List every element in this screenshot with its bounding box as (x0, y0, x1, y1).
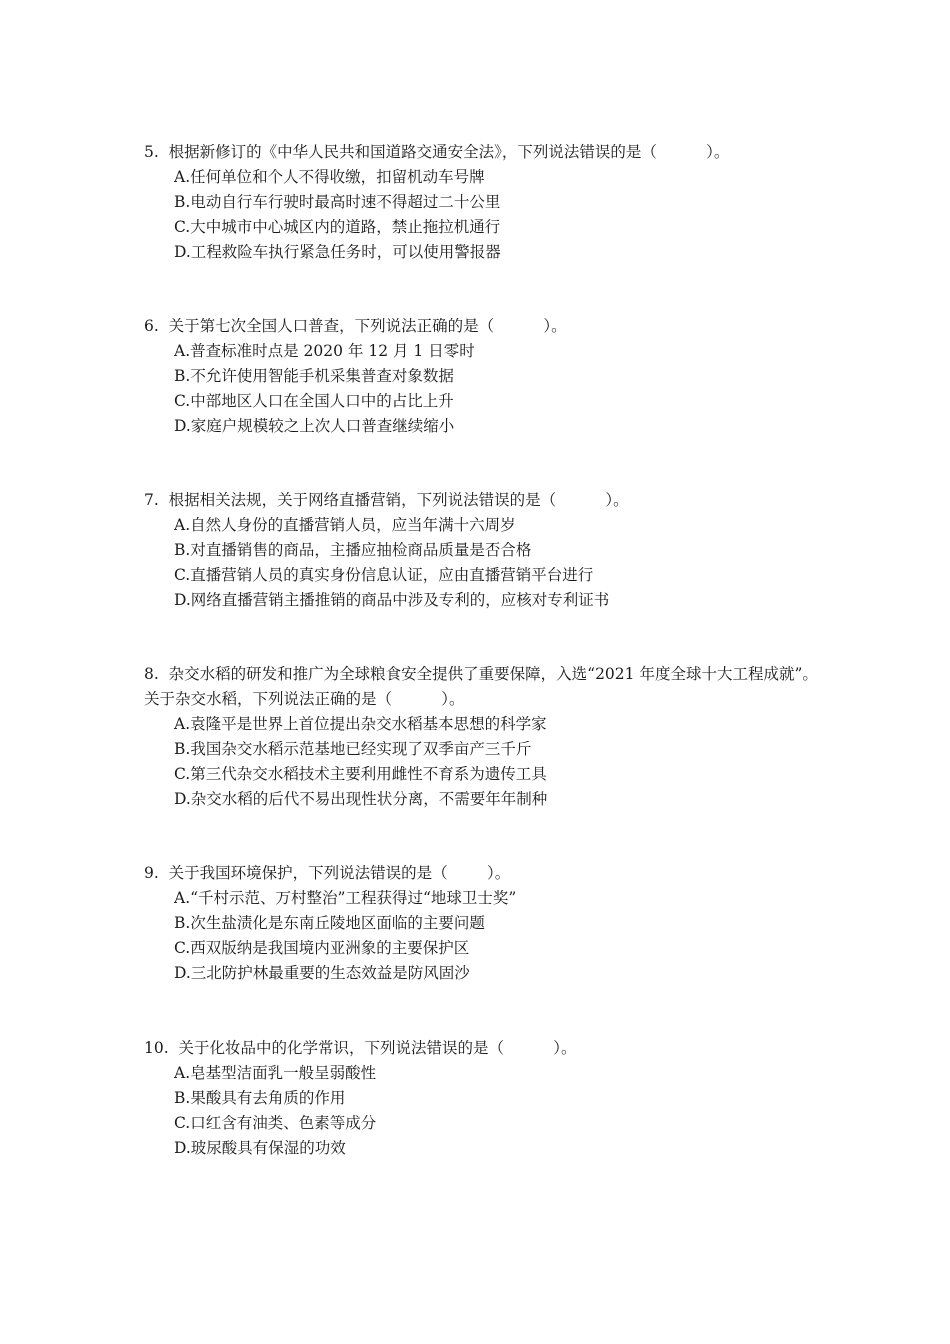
option-c: C.直播营销人员的真实身份信息认证，应由直播营销平台进行 (174, 566, 594, 584)
option-c: C.第三代杂交水稻技术主要利用雌性不育系为遗传工具 (174, 765, 547, 783)
option-c: C.口红含有油类、色素等成分 (174, 1114, 377, 1132)
option-a: A.普查标准时点是 2020 年 12 月 1 日零时 (174, 342, 475, 360)
option-b: B.对直播销售的商品，主播应抽检商品质量是否合格 (174, 541, 532, 559)
option-b: B.我国杂交水稻示范基地已经实现了双季亩产三千斤 (174, 740, 532, 758)
option-a: A.任何单位和个人不得收缴，扣留机动车号牌 (174, 168, 485, 186)
option-d: D.工程救险车执行紧急任务时，可以使用警报器 (174, 243, 501, 261)
option-d: D.家庭户规模较之上次人口普查继续缩小 (174, 417, 455, 435)
option-d: D.玻尿酸具有保湿的功效 (174, 1139, 346, 1157)
question-8 (144, 662, 824, 812)
option-d: D.三北防护林最重要的生态效益是防风固沙 (174, 964, 470, 982)
question-stem: 6. 关于第七次全国人口普查，下列说法正确的是（ ）。 (144, 317, 567, 335)
question-10 (144, 1036, 824, 1161)
question-stem: 9. 关于我国环境保护，下列说法错误的是（ ）。 (144, 864, 511, 882)
option-d: D.网络直播营销主播推销的商品中涉及专利的，应核对专利证书 (174, 591, 610, 609)
option-c: C.西双版纳是我国境内亚洲象的主要保护区 (174, 939, 470, 957)
option-a: A.皂基型洁面乳一般呈弱酸性 (174, 1064, 377, 1082)
option-b: B.不允许使用智能手机采集普查对象数据 (174, 367, 454, 385)
option-d: D.杂交水稻的后代不易出现性状分离，不需要年年制种 (174, 790, 548, 808)
option-a: A.“千村示范、万村整治”工程获得过“地球卫士奖” (174, 889, 517, 907)
question-stem: 5. 根据新修订的《中华人民共和国道路交通安全法》，下列说法错误的是（ ）。 (144, 143, 730, 161)
option-a: A.袁隆平是世界上首位提出杂交水稻基本思想的科学家 (174, 715, 547, 733)
question-stem: 8. 杂交水稻的研发和推广为全球粮食安全提供了重要保障，入选“2021 年度全球十大工程成就”。关于杂交水稻，下列说法正确的是（ ）。 (144, 665, 818, 708)
question-9 (144, 861, 824, 986)
question-stem: 7. 根据相关法规，关于网络直播营销，下列说法错误的是（ ）。 (144, 491, 629, 509)
option-b: B.次生盐渍化是东南丘陵地区面临的主要问题 (174, 914, 485, 932)
question-5 (144, 140, 824, 265)
question-6 (144, 314, 824, 439)
option-c: C.中部地区人口在全国人口中的占比上升 (174, 392, 454, 410)
question-7 (144, 488, 824, 613)
question-stem: 10. 关于化妆品中的化学常识，下列说法错误的是（ ）。 (144, 1039, 577, 1057)
option-a: A.自然人身份的直播营销人员，应当年满十六周岁 (174, 516, 516, 534)
option-b: B.电动自行车行驶时最高时速不得超过二十公里 (174, 193, 501, 211)
option-b: B.果酸具有去角质的作用 (174, 1089, 346, 1107)
option-c: C.大中城市中心城区内的道路，禁止拖拉机通行 (174, 218, 501, 236)
